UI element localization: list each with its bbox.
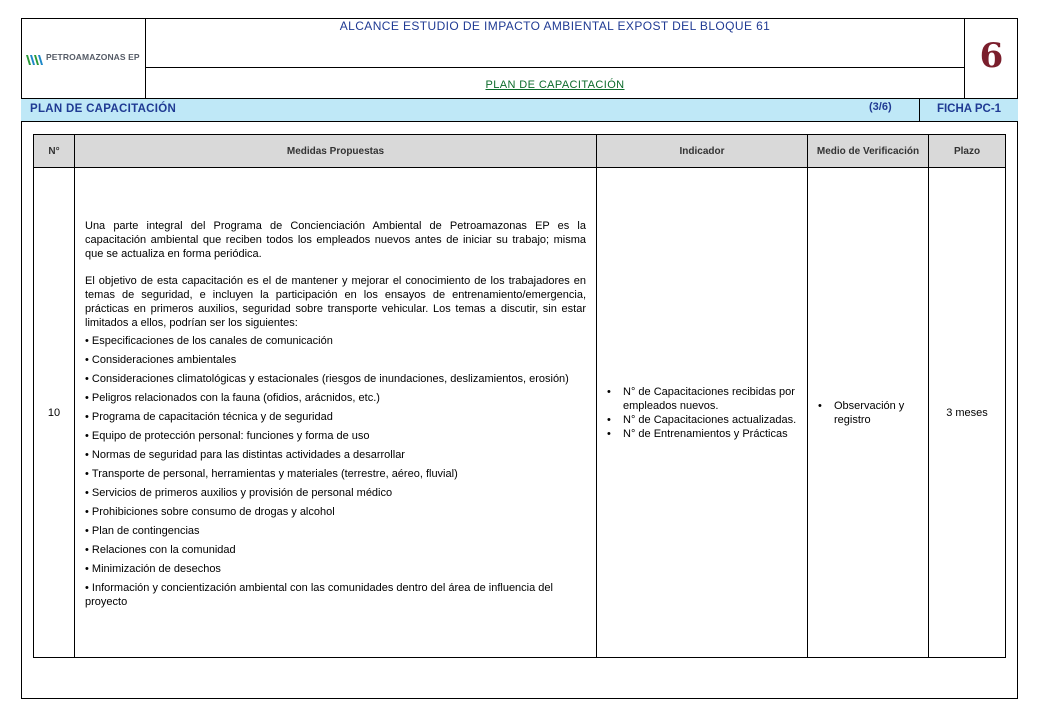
table-header-row xyxy=(34,135,1006,168)
subtitle-cell xyxy=(146,68,964,98)
list-item: • Minimización de desechos xyxy=(85,562,586,576)
verification-list xyxy=(818,399,918,427)
section-bar xyxy=(21,98,1018,122)
list-item: • Especificaciones de los canales de comunicación xyxy=(85,334,586,348)
document-header xyxy=(21,18,1018,99)
list-item: • Consideraciones climatológicas y estacionales (riesgos de inundaciones, deslizamientos, erosión) xyxy=(85,372,586,386)
logo-cell xyxy=(21,18,146,98)
header-indicator: Indicador xyxy=(597,135,808,168)
list-item: • Relaciones con la comunidad xyxy=(85,543,586,557)
indicator-item: • N° de Capacitaciones recibidas por empleados nuevos. xyxy=(607,385,799,413)
indicator-item: • N° de Entrenamientos y Prácticas xyxy=(607,427,799,441)
measures-paragraph-2: El objetivo de esta capacitación es el de mantener y mejorar el conocimiento de los trabajadores en temas de seguridad, e incluyen la participación en los ensayos de entrenamiento/emergencia, prácticas en primeros auxilios, seguridad sobre transporte vehicular. Los temas a discutir, sin estar limitados a ellos, podrían ser los siguientes: xyxy=(85,274,586,329)
list-item: • Peligros relacionados con la fauna (ofidios, arácnidos, etc.) xyxy=(85,391,586,405)
list-item: • Prohibiciones sobre consumo de drogas y alcohol xyxy=(85,505,586,519)
ficha-label: FICHA PC-1 xyxy=(936,103,1002,115)
topics-list xyxy=(85,334,586,609)
row-number: 10 xyxy=(34,168,75,658)
page-number: 6 xyxy=(979,36,1004,76)
indicator-item: • N° de Capacitaciones actualizadas. xyxy=(607,413,799,427)
title-cell xyxy=(146,18,964,68)
sheet-counter: (3/6) xyxy=(869,101,892,113)
list-item: • Servicios de primeros auxilios y provisión de personal médico xyxy=(85,486,586,500)
document-title: ALCANCE ESTUDIO DE IMPACTO AMBIENTAL EXPOST DEL BLOQUE 61 xyxy=(339,19,771,33)
list-item: • Transporte de personal, herramientas y materiales (terrestre, aéreo, fluvial) xyxy=(85,467,586,481)
measures-paragraph-1: Una parte integral del Programa de Concienciación Ambiental de Petroamazonas EP es la capacitación ambiental que reciben todos los empleados nuevos antes de iniciar su trabajo; misma que se actualiza en forma periódica. xyxy=(85,219,586,260)
petroamazonas-logo-icon xyxy=(25,53,45,67)
term-cell: 3 meses xyxy=(929,168,1006,658)
page-number-cell xyxy=(964,18,1018,98)
measures-cell xyxy=(75,168,597,658)
list-item: • Normas de seguridad para las distintas actividades a desarrollar xyxy=(85,448,586,462)
ficha-cell xyxy=(919,99,1018,121)
list-item: • Consideraciones ambientales xyxy=(85,353,586,367)
measures-table xyxy=(33,134,1006,658)
indicator-cell xyxy=(597,168,808,658)
verification-cell xyxy=(808,168,929,658)
verification-item: • Observación y registro xyxy=(818,399,918,427)
header-measures: Medidas Propuestas xyxy=(75,135,597,168)
logo-text: PETROAMAZONAS EP xyxy=(46,52,140,62)
indicator-list xyxy=(607,385,799,441)
header-term: Plazo xyxy=(929,135,1006,168)
header-verification: Medio de Verificación xyxy=(808,135,929,168)
list-item: • Equipo de protección personal: funciones y forma de uso xyxy=(85,429,586,443)
header-num: N° xyxy=(34,135,75,168)
document-subtitle: PLAN DE CAPACITACIÓN xyxy=(485,79,625,91)
list-item: • Plan de contingencias xyxy=(85,524,586,538)
list-item: • Programa de capacitación técnica y de seguridad xyxy=(85,410,586,424)
section-title: PLAN DE CAPACITACIÓN xyxy=(30,103,177,115)
table-row xyxy=(34,168,1006,658)
list-item: • Información y concientización ambiental con las comunidades dentro del área de influencia del proyecto xyxy=(85,581,586,609)
